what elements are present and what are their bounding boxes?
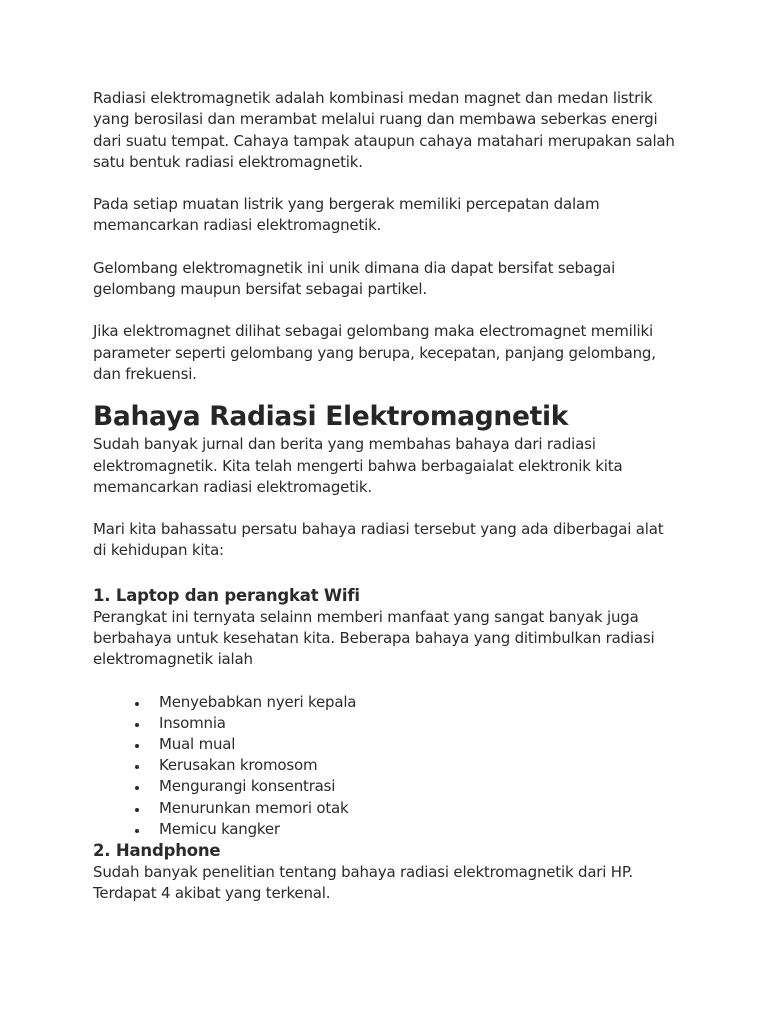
text-line: Mari kita bahassatu persatu bahaya radiasi tersebut yang ada diberbagai alat [93,520,664,539]
text-line: Sudah banyak penelitian tentang bahaya radiasi elektromagnetik dari HP. [93,863,633,882]
list-item: Menyebabkan nyeri kepala [93,692,693,713]
laptop-paragraph [93,607,693,671]
text-line: memancarkan radiasi elektromagnetik. [93,216,382,235]
list-item: Mengurangi konsentrasi [93,776,693,797]
effects-list [93,692,693,840]
text-line: dan frekuensi. [93,364,197,383]
subheading-handphone: 2. Handphone [93,841,221,861]
text-line: berbahaya untuk kesehatan kita. Beberapa bahaya yang ditimbulkan radiasi [93,629,655,648]
intro-paragraph-4 [93,321,693,385]
text-line: elektromagnetik ialah [93,650,253,669]
section-paragraph-1 [93,434,693,498]
text-line: Pada setiap muatan listrik yang bergerak memiliki percepatan dalam [93,195,600,214]
text-line: elektromagnetik. Kita telah mengerti bahwa berbagaialat elektronik kita [93,456,623,475]
text-line: Perangkat ini ternyata selainn memberi manfaat yang sangat banyak juga [93,607,639,626]
section-paragraph-2 [93,519,693,562]
text-line: Jika elektromagnet dilihat sebagai gelombang maka electromagnet memiliki [93,322,653,341]
list-item: Insomnia [93,713,693,734]
subheading-laptop-wifi: 1. Laptop dan perangkat Wifi [93,585,360,605]
text-line: Terdapat 4 akibat yang terkenal. [93,884,331,903]
text-line: Sudah banyak jurnal dan berita yang membahas bahaya dari radiasi [93,435,596,454]
text-line: yang berosilasi dan merambat melalui ruang dan membawa seberkas energi [93,110,658,129]
document-page [93,88,693,905]
text-line: Gelombang elektromagnetik ini unik dimana dia dapat bersifat sebagai [93,258,616,277]
text-line: dari suatu tempat. Cahaya tampak ataupun cahaya matahari merupakan salah [93,131,675,150]
text-line: satu bentuk radiasi elektromagnetik. [93,152,363,171]
list-item: Memicu kangker [93,819,693,840]
text-line: Radiasi elektromagnetik adalah kombinasi medan magnet dan medan listrik [93,89,653,107]
handphone-paragraph [93,862,693,905]
text-line: gelombang maupun bersifat sebagai partikel. [93,280,427,299]
text-line: memancarkan radiasi elektromagetik. [93,477,372,496]
section-heading: Bahaya Radiasi Elektromagnetik [93,401,569,433]
text-line: di kehidupan kita: [93,541,224,560]
intro-paragraph-1 [93,88,693,173]
intro-paragraph-2 [93,194,693,237]
list-item: Kerusakan kromosom [93,755,693,776]
list-item: Mual mual [93,734,693,755]
text-line: parameter seperti gelombang yang berupa, kecepatan, panjang gelombang, [93,343,656,362]
list-item: Menurunkan memori otak [93,798,693,819]
intro-paragraph-3 [93,258,693,301]
